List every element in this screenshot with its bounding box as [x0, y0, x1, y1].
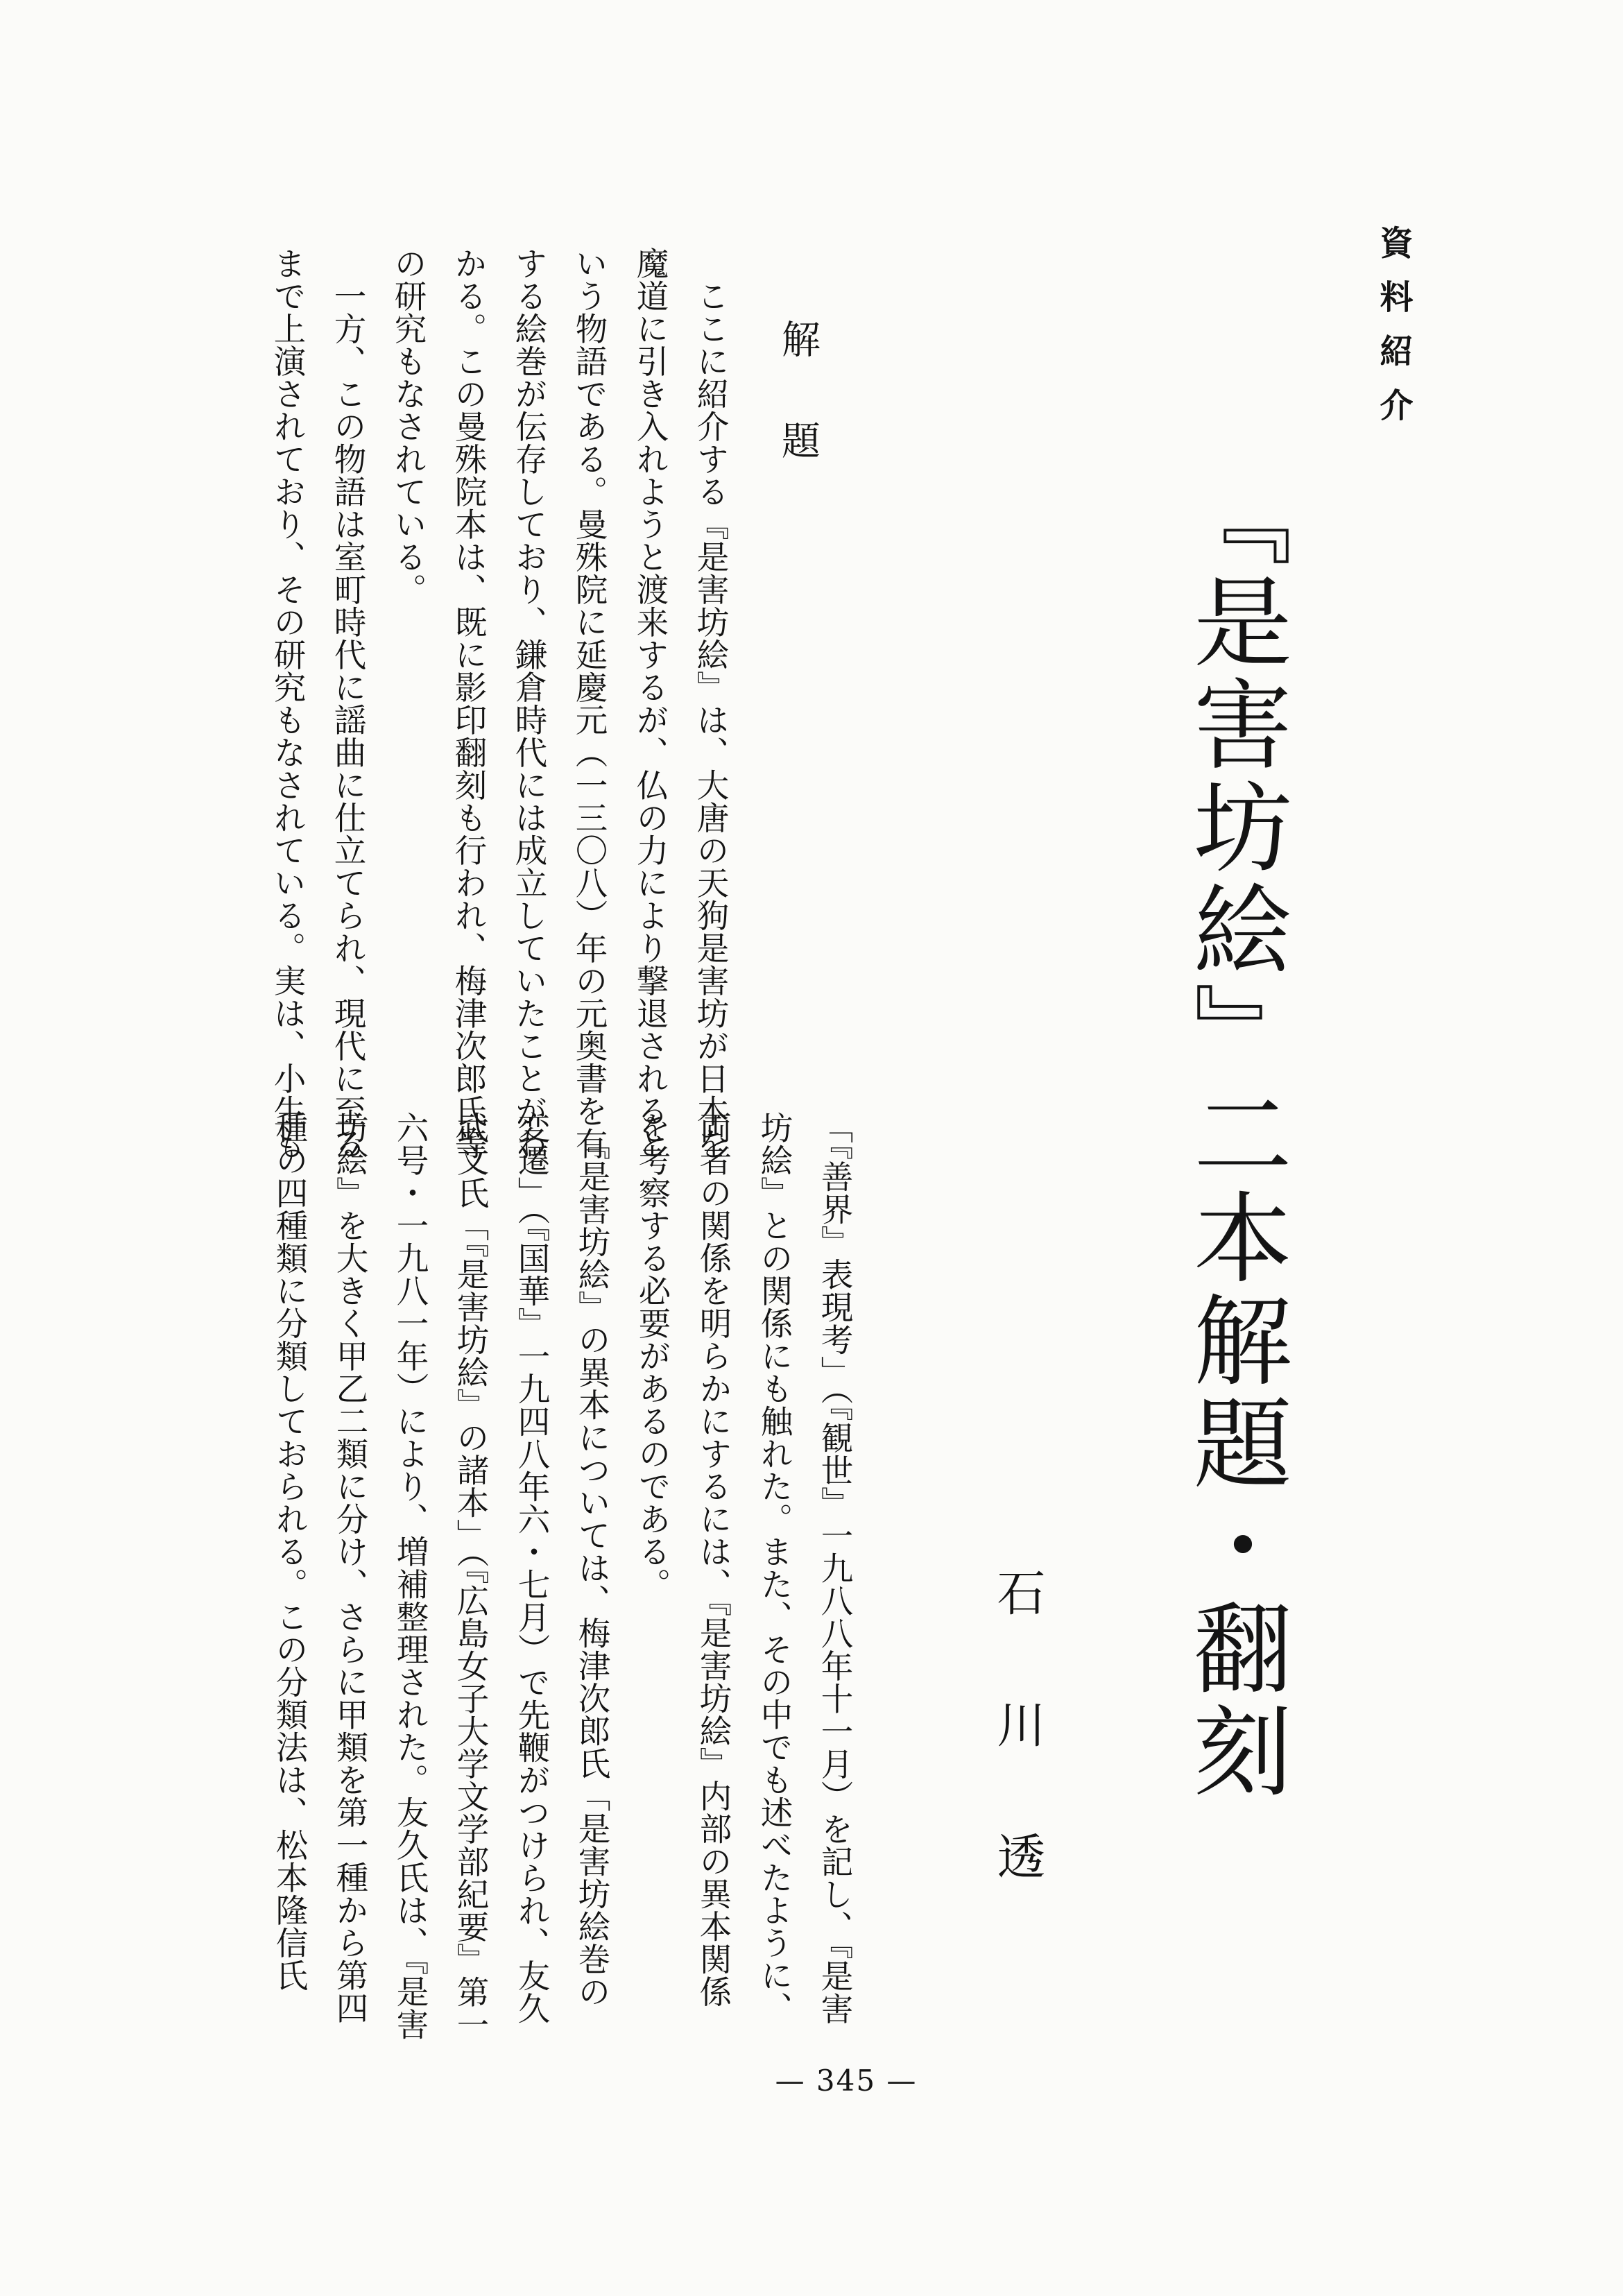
body-line: 変遷」（『国華』一九四八年六・七月）で先鞭がつけられ、友久 [513, 1111, 551, 2025]
body-line: の研究もなされている。 [389, 247, 427, 606]
body-line: ここに紹介する『是害坊絵』は、大唐の天狗是害坊が日本を [692, 247, 730, 1160]
body-line: まで上演されており、その研究もなされている。実は、小生も [268, 247, 307, 1160]
body-line: 武文氏「『是害坊絵』の諸本」（『広島女子大学文学部紀要』第一 [452, 1111, 490, 2041]
section-heading: 解題 [775, 319, 821, 522]
body-line: 「『善界』表現考」（『観世』一九八八年十一月）を記し、『是害 [816, 1111, 854, 2025]
body-line: を考察する必要があるのである。 [633, 1111, 671, 1600]
body-line: 坊絵』を大きく甲乙二類に分け、さらに甲類を第一種から第四 [331, 1111, 369, 2024]
body-line: 両者の関係を明らかにするには、『是害坊絵』内部の異本関係 [694, 1111, 732, 2008]
page-number: — 345 — [775, 2064, 918, 2098]
body-line: 『是害坊絵』の異本については、梅津次郎氏「是害坊絵巻の [573, 1111, 611, 2008]
body-line: かる。この曼殊院本は、既に影印翻刻も行われ、梅津次郎氏等 [449, 247, 488, 1160]
body-line: 魔道に引き入れようと渡来するが、仏の力により撃退されると [631, 247, 669, 1160]
body-line: 種の四種類に分類しておられる。この分類法は、松本隆信氏 [270, 1111, 309, 1991]
article-title: 『是害坊絵』二本解題・翻刻 [1177, 468, 1291, 1803]
body-line: いう物語である。曼殊院に延慶元（一三〇八）年の元奥書を有 [570, 247, 608, 1160]
section-label: 資料紹介 [1374, 225, 1413, 442]
body-line: 坊絵』との関係にも触れた。また、その中でも述べたように、 [755, 1111, 793, 2024]
body-line: する絵巻が伝存しており、鎌倉時代には成立していたことがわ [510, 247, 548, 1160]
author-name: 石川透 [989, 1568, 1046, 1963]
body-line: 六号・一九八一年）により、増補整理された。友久氏は、『是害 [391, 1111, 429, 2041]
body-line: 一方、この物語は室町時代に謡曲に仕立てられ、現代に至る [329, 247, 367, 1160]
